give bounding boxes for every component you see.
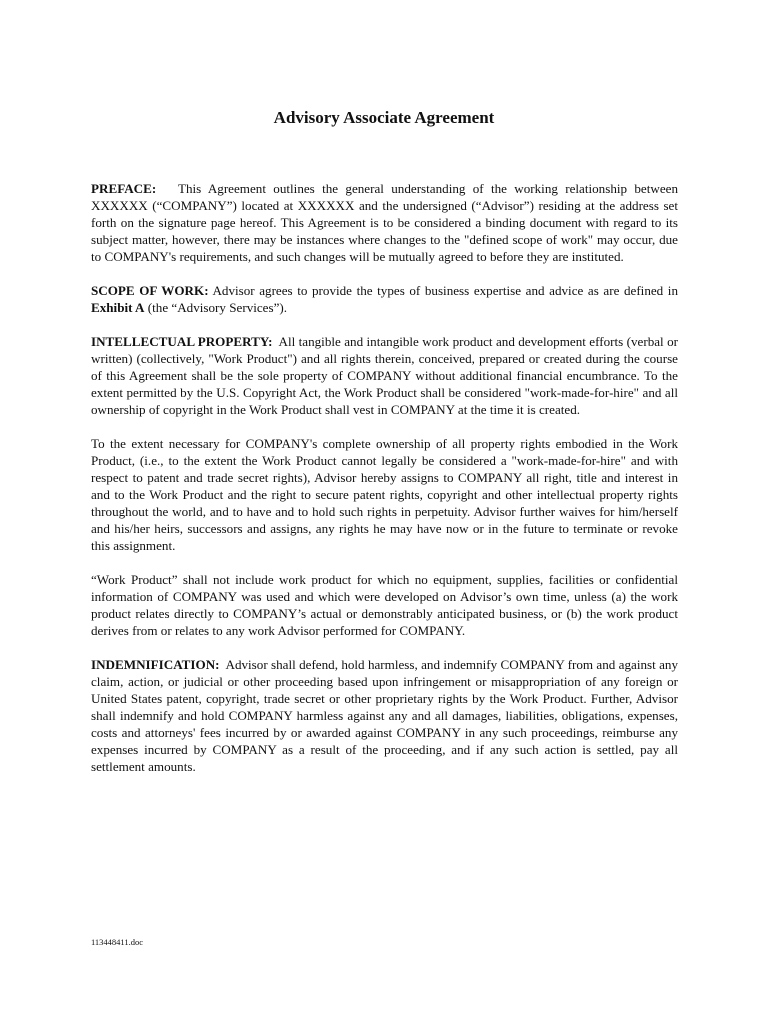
scope-heading: SCOPE OF WORK: [91,283,209,298]
ip-paragraph [91,333,678,418]
preface-paragraph [91,180,678,265]
footer-filename: 113448411.doc [91,937,144,947]
scope-text-after: (the “Advisory Services”). [147,300,288,315]
scope-exhibit: Exhibit A [91,300,145,315]
scope-paragraph [91,282,678,316]
document-body [91,180,678,792]
scope-text-before: Advisor agrees to provide the types of business expertise and advice as are defined in [212,283,678,298]
work-product-paragraph: “Work Product” shall not include work product for which no equipment, supplies, facilities or confidential information of COMPANY was used and which were developed on Advisor’s own time, unless (a) the work product relates directly to COMPANY’s actual or demonstrably anticipated business, or (b) the work product derives from or relates to any work Advisor performed for COMPANY. [91,572,678,638]
indemnification-heading: INDEMNIFICATION: [91,657,220,672]
preface-text: This Agreement outlines the general understanding of the working relationship between XXXXXX (“COMPANY”) located at XXXXXX and the undersigned (“Advisor”) residing at the address set forth on the signature page hereof. This Agreement is to be considered a binding document with regard to its subject matter, however, there may be instances where changes to the "defined scope of work" may occur, due to COMPANY's requirements, and such changes will be mutually agreed to before they are instituted. [91,181,678,264]
ip-heading: INTELLECTUAL PROPERTY: [91,334,273,349]
indemnification-text: Advisor shall defend, hold harmless, and indemnify COMPANY from and against any claim, action, or judicial or other proceeding based upon infringement or misappropriation of any foreign or United States patent, copyright, trade secret or other proprietary rights by the Work Product. Further, Advisor shall indemnify and hold COMPANY harmless against any and all damages, liabilities, obligations, expenses, costs and attorneys' fees incurred by or awarded against COMPANY in any such proceedings, reimburse any expenses incurred by COMPANY as a result of the proceeding, and if any such action is settled, pay all settlement amounts. [91,657,679,774]
preface-heading: PREFACE: [91,181,157,196]
document-title: Advisory Associate Agreement [273,108,495,127]
extent-paragraph: To the extent necessary for COMPANY's complete ownership of all property rights embodied in the Work Product, (i.e., to the extent the Work Product cannot legally be considered a "work-made-for-hire" and with respect to patent and trade secret rights), Advisor hereby assigns to COMPANY all right, title and interest in and to the Work Product and the right to secure patent rights, copyright and other intellectual property rights throughout the world, and to have and to hold such rights in perpetuity. Advisor further waives for him/herself and his/her heirs, successors and assigns, any rights he may have now or in the future to terminate or revoke this assignment. [91,436,678,553]
indemnification-paragraph [91,656,678,775]
ip-text: All tangible and intangible work product and development efforts (verbal or written) (collectively, "Work Product") and all rights therein, conceived, prepared or created during the course of this Agreement shall be the sole property of COMPANY without additional financial encumbrance. To the extent permitted by the U.S. Copyright Act, the Work Product shall be considered "work-made-for-hire" and all ownership of copyright in the Work Product shall vest in COMPANY at the time it is created. [91,334,678,417]
